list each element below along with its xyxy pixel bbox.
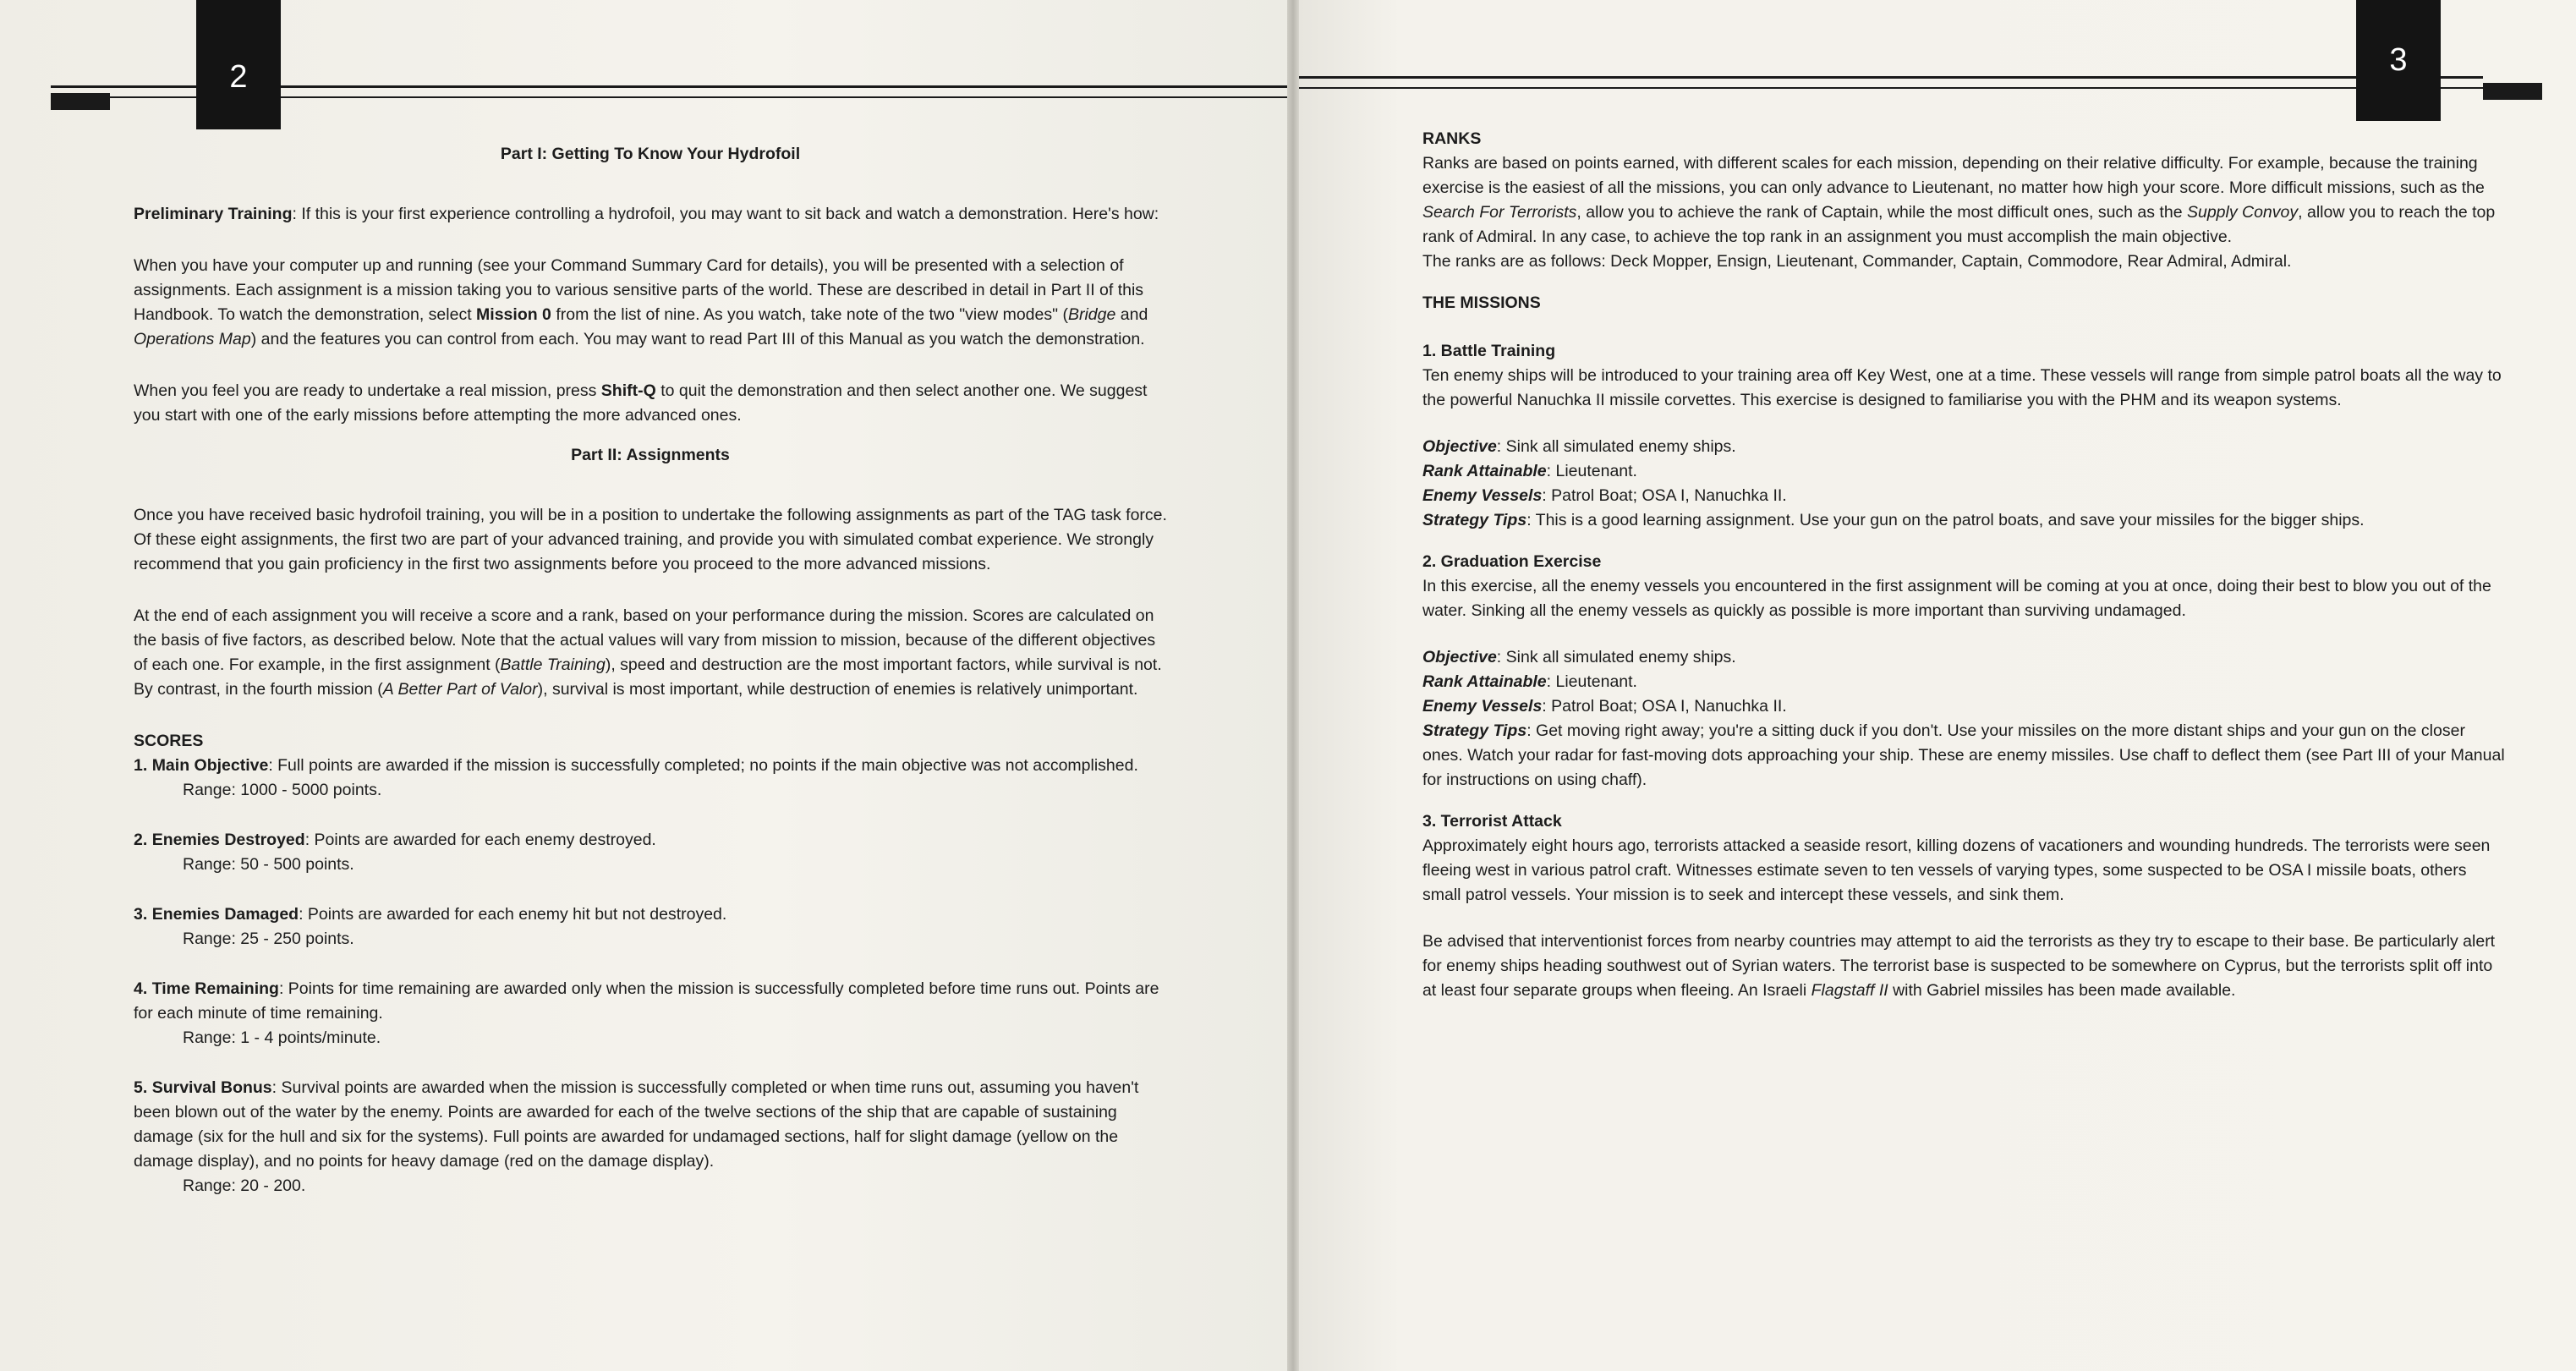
mission-description: Ten enemy ships will be introduced to your training area off Key West, one at a time. These vessels will range from simple patrol boats all the way to the powerful Nanuchka II missile corvettes. This exercise is designed to familiarise you with the PHM and its weapon systems. [1422,366,2502,409]
score-item [134,1076,1167,1198]
mission-strategy-tips [1422,508,2505,533]
text: When you feel you are ready to undertake a real mission, press [134,381,601,400]
item-range: Range: 1000 - 5000 points. [183,781,382,799]
text: from the list of nine. As you watch, take note of the two "view modes" ( [551,305,1068,324]
header-rule [1299,87,2483,89]
field-value: : Patrol Boat; OSA I, Nanuchka II. [1542,697,1787,716]
item-number: 4. [134,979,148,998]
item-label: Time Remaining [151,979,279,998]
left-page [0,0,1287,1371]
mission-description: In this exercise, all the enemy vessels you encountered in the first assignment will be coming at you at once, doing their best to blow you out of the water. Sinking all the enemy vessels as quickly as possible is more important than surviving undamaged. [1422,577,2491,620]
field-value: : Lieutenant. [1546,672,1637,691]
text: Ranks are based on points earned, with different scales for each mission, depending on their relative difficulty. For example, because the training exercise is the easiest of all the missions, you can only advance to Lieutenant, no matter how high your score. More difficult missions, such as the [1422,154,2485,197]
paragraph [1422,151,2505,250]
paragraph [134,202,1167,227]
paragraph [134,379,1167,428]
item-range: Range: 20 - 200. [183,1176,306,1195]
item-text: : Survival points are awarded when the mission is successfully completed or when time runs out, assuming you haven't been blown out of the water by the enemy. Points are awarded for each of the twelve sections of the ship that are capable of sustaining damage (six for the hull and six for the systems). Full points are awarded for undamaged sections, half for slight damage (yellow on the damage display), and no points for heavy damage (red on the damage display). [134,1078,1139,1171]
mission-objective [1422,435,2505,459]
score-item [134,977,1167,1050]
field-label: Objective [1422,648,1497,666]
item-number: 5. [134,1078,148,1097]
item-number: 2. [134,831,148,849]
mission-strategy-tips [1422,719,2505,792]
field-value: : Sink all simulated enemy ships. [1496,648,1736,666]
emphasis: Search For Terrorists [1422,203,1577,222]
book-gutter [1287,0,1299,1371]
header-bar [2483,83,2542,100]
emphasis: Supply Convoy [2186,203,2299,222]
field-value: : Get moving right away; you're a sitting duck if you don't. Use your missiles on the more distant ships and your gun on the closer ones. Watch your radar for fast-moving dots approaching your ship. These are enemy missiles. Use chaff to deflect them (see Part III of your Manual for instructions on using chaff). [1422,721,2505,789]
page-number: 3 [2389,42,2408,78]
page-number-tab [196,0,281,129]
right-column [1422,127,2505,1030]
mission-description [1422,930,2505,1003]
mission-rank [1422,459,2505,484]
field-label: Objective [1422,437,1497,456]
mission-title: 2. Graduation Exercise [1422,552,1602,571]
mission-title: 3. Terrorist Attack [1422,812,1562,831]
text: ) and the features you can control from each. You may want to read Part III of this Manual as you watch the demonstration. [250,330,1145,348]
paragraph [134,254,1167,352]
mission-title: 1. Battle Training [1422,342,1556,360]
text: Be advised that interventionist forces from nearby countries may attempt to aid the terrorists as they try to escape to their base. Be particularly alert for enemy ships heading southwest out of Syrian waters. The terrorist base is suspected to be somewhere on Cyprus, but the terrorists split off into at least four separate groups when fleeing. An Israeli [1422,932,2496,1000]
score-item [134,754,1167,803]
item-label: Main Objective [151,756,269,775]
item-text: : Full points are awarded if the mission is successfully completed; no points if the main objective was not accomplished. [268,756,1138,775]
item-range: Range: 50 - 500 points. [183,855,354,874]
field-value: : Sink all simulated enemy ships. [1496,437,1736,456]
item-label: Enemies Destroyed [151,831,305,849]
emphasis: Flagstaff II [1811,981,1888,1000]
item-range: Range: 25 - 250 points. [183,930,354,948]
item-text: : Points are awarded for each enemy hit but not destroyed. [299,905,727,924]
mission-objective [1422,645,2505,670]
text: When you have your computer up and running (see your Command Summary Card for details), you will be presented with a selection of assignments. Each assignment is a mission taking you to various sensitive parts of the world. These are described in detail in Part II of this Handbook. To watch the demonstration, select [134,256,1144,324]
item-range: Range: 1 - 4 points/minute. [183,1028,381,1047]
field-label: Strategy Tips [1422,721,1527,740]
field-label: Strategy Tips [1422,511,1527,529]
text: with Gabriel missiles has been made available. [1888,981,2236,1000]
field-value: : Lieutenant. [1546,462,1637,480]
emphasis: Mission 0 [476,305,551,324]
page-number: 2 [229,59,248,95]
section-heading: Part II: Assignments [571,446,730,464]
score-item [134,902,1167,951]
header-bar [51,93,110,110]
field-value: : This is a good learning assignment. Use your gun on the patrol boats, and save your missiles for the bigger ships. [1526,511,2365,529]
item-number: 3. [134,905,148,924]
text: ), speed and destruction are the most important factors, while survival is not. By contrast, in the fourth mission ( [134,655,1162,699]
mission-enemy-vessels [1422,484,2505,508]
paragraph [134,604,1167,702]
emphasis: A Better Part of Valor [382,680,538,699]
ranks-heading: RANKS [1422,129,1482,148]
field-label: Rank Attainable [1422,462,1547,480]
scores-list [134,754,1167,1198]
field-value: : Patrol Boat; OSA I, Nanuchka II. [1542,486,1787,505]
item-text: : Points for time remaining are awarded only when the mission is successfully completed before time runs out. Points are for each minute of time remaining. [134,979,1159,1023]
header-rule [110,96,1287,98]
text: At the end of each assignment you will receive a score and a rank, based on your performance during the mission. Scores are calculated on the basis of five factors, as described below. Note that the actual values will vary from mission to mission, because of the different objectives of each one. For example, in the first assignment ( [134,606,1156,674]
scores-heading: SCORES [134,732,204,750]
text: to quit the demonstration and then select another one. We suggest you start with one of the early missions before attempting the more advanced ones. [134,381,1148,425]
score-item [134,828,1167,877]
field-label: Enemy Vessels [1422,697,1543,716]
item-text: : Points are awarded for each enemy destroyed. [304,831,656,849]
text: and [1115,305,1148,324]
text: ), survival is most important, while destruction of enemies is relatively unimportant. [537,680,1138,699]
emphasis: Battle Training [500,655,606,674]
missions-heading: THE MISSIONS [1422,293,1541,312]
item-label: Enemies Damaged [151,905,299,924]
emphasis: Bridge [1067,305,1116,324]
text: , allow you to reach the top rank of Admiral. In any case, to achieve the top rank in an assignment you must accomplish the main objective. [1422,203,2496,246]
item-number: 1. [134,756,148,775]
term-label: Preliminary Training [134,205,293,223]
ranks-list: The ranks are as follows: Deck Mopper, Ensign, Lieutenant, Commander, Captain, Commodore, Rear Admiral, Admiral. [1422,252,2292,271]
field-label: Enemy Vessels [1422,486,1543,505]
item-label: Survival Bonus [151,1078,272,1097]
right-page [1299,0,2576,1371]
header-rule [1299,76,2483,79]
page-number-tab [2356,0,2441,121]
mission-description: Approximately eight hours ago, terrorists attacked a seaside resort, killing dozens of vacationers and wounding hundreds. The terrorists were seen fleeing west in various patrol craft. Witnesses estimate seven to ten vessels of varying types, some suspected to be OSA I missile boats, others small patrol vessels. Your mission is to seek and intercept these vessels, and sink them. [1422,836,2491,904]
emphasis: Operations Map [134,330,251,348]
left-column [134,142,1167,1224]
paragraph: Once you have received basic hydrofoil training, you will be in a position to undertake the following assignments as part of the TAG task force. Of these eight assignments, the first two are part of your advanced training, and provide you with simulated combat experience. We strongly recommend that you gain proficiency in the first two assignments before you proceed to the more advanced missions. [134,506,1167,573]
text: : If this is your first experience controlling a hydrofoil, you may want to sit back and watch a demonstration. Here's how: [292,205,1159,223]
mission-enemy-vessels [1422,694,2505,719]
mission-rank [1422,670,2505,694]
field-label: Rank Attainable [1422,672,1547,691]
emphasis: Shift-Q [600,381,656,400]
text: , allow you to achieve the rank of Captain, while the most difficult ones, such as the [1576,203,2187,222]
section-heading: Part I: Getting To Know Your Hydrofoil [500,145,801,163]
